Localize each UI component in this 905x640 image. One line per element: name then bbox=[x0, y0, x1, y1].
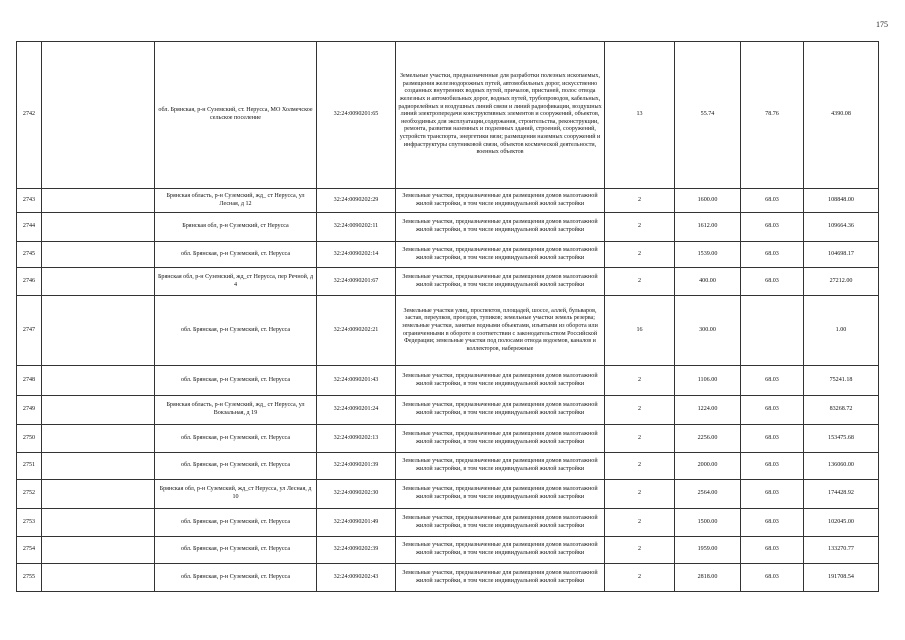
empty-cell bbox=[42, 42, 155, 189]
empty-cell bbox=[42, 189, 155, 213]
row-rate bbox=[741, 296, 804, 366]
row-cadastral-number: 32:24:0090202:13 bbox=[317, 425, 396, 453]
row-cadastral-value: 136060.00 bbox=[804, 453, 879, 480]
row-rate: 68.03 bbox=[741, 509, 804, 537]
row-cadastral-value: 108848.00 bbox=[804, 189, 879, 213]
row-area: 2564.00 bbox=[675, 480, 741, 509]
row-cadastral-number: 32:24:0090201:67 bbox=[317, 268, 396, 296]
row-number: 2752 bbox=[17, 480, 42, 509]
row-number: 2753 bbox=[17, 509, 42, 537]
table-row bbox=[17, 366, 879, 396]
row-rate: 68.03 bbox=[741, 268, 804, 296]
table-row bbox=[17, 268, 879, 296]
table-row bbox=[17, 453, 879, 480]
row-area: 1500.00 bbox=[675, 509, 741, 537]
row-rate: 68.03 bbox=[741, 366, 804, 396]
empty-cell bbox=[42, 425, 155, 453]
row-group: 13 bbox=[605, 42, 675, 189]
row-area: 2256.00 bbox=[675, 425, 741, 453]
table-row bbox=[17, 425, 879, 453]
row-area: 1612.00 bbox=[675, 213, 741, 242]
row-number: 2747 bbox=[17, 296, 42, 366]
row-area: 1600.00 bbox=[675, 189, 741, 213]
row-address: обл. Брянская, р-н Суземский, ст. Нерусса bbox=[155, 366, 317, 396]
row-rate: 68.03 bbox=[741, 453, 804, 480]
row-area: 300.00 bbox=[675, 296, 741, 366]
row-address: обл. Брянская, р-н Суземский, ст. Нерусса bbox=[155, 453, 317, 480]
empty-cell bbox=[42, 453, 155, 480]
row-group: 2 bbox=[605, 509, 675, 537]
row-permitted-use: Земельные участки, предназначенные для размещения домов малоэтажной жилой застройки, в том числе индивидуальной жилой застройки bbox=[396, 509, 605, 537]
row-rate: 78.76 bbox=[741, 42, 804, 189]
row-rate: 68.03 bbox=[741, 189, 804, 213]
row-address: обл. Брянская, р-н Суземский, ст. Нерусса bbox=[155, 509, 317, 537]
row-address: обл. Брянская, р-н Суземский, ст. Нерусса, МО Холмечское сельское поселение bbox=[155, 42, 317, 189]
row-cadastral-value: 1.00 bbox=[804, 296, 879, 366]
row-address: Брянская область, р-н Суземский, жд_ ст Нерусса, ул Лесная, д 12 bbox=[155, 189, 317, 213]
row-cadastral-value: 109664.36 bbox=[804, 213, 879, 242]
row-address: обл. Брянская, р-н Суземский, ст. Нерусса bbox=[155, 564, 317, 592]
row-cadastral-number: 32:24:0090202:21 bbox=[317, 296, 396, 366]
row-rate: 68.03 bbox=[741, 425, 804, 453]
row-cadastral-number: 32:24:0090201:43 bbox=[317, 366, 396, 396]
row-rate: 68.03 bbox=[741, 480, 804, 509]
row-number: 2754 bbox=[17, 537, 42, 564]
row-area: 1959.00 bbox=[675, 537, 741, 564]
row-group: 2 bbox=[605, 189, 675, 213]
row-address: обл. Брянская, р-н Суземский, ст. Нерусса bbox=[155, 296, 317, 366]
row-permitted-use: Земельные участки, предназначенные для размещения домов малоэтажной жилой застройки, в том числе индивидуальной жилой застройки bbox=[396, 242, 605, 268]
row-cadastral-number: 32:24:0090202:14 bbox=[317, 242, 396, 268]
row-number: 2745 bbox=[17, 242, 42, 268]
row-rate: 68.03 bbox=[741, 242, 804, 268]
row-area: 2000.00 bbox=[675, 453, 741, 480]
row-permitted-use: Земельные участки, предназначенные для размещения домов малоэтажной жилой застройки, в том числе индивидуальной жилой застройки bbox=[396, 564, 605, 592]
page-number: 175 bbox=[876, 20, 888, 29]
empty-cell bbox=[42, 366, 155, 396]
row-address: Брянская обл, р-н Суземский, жд_ст Нерусса, ул Лесная, д 10 bbox=[155, 480, 317, 509]
empty-cell bbox=[42, 480, 155, 509]
row-cadastral-number: 32:24:0090202:30 bbox=[317, 480, 396, 509]
row-rate: 68.03 bbox=[741, 213, 804, 242]
row-cadastral-number: 32:24:0090201:65 bbox=[317, 42, 396, 189]
row-permitted-use: Земельные участки, предназначенные для размещения домов малоэтажной жилой застройки, в том числе индивидуальной жилой застройки bbox=[396, 268, 605, 296]
row-cadastral-value: 4390.08 bbox=[804, 42, 879, 189]
row-cadastral-value: 174428.92 bbox=[804, 480, 879, 509]
row-number: 2750 bbox=[17, 425, 42, 453]
row-cadastral-value: 153475.68 bbox=[804, 425, 879, 453]
row-number: 2749 bbox=[17, 396, 42, 425]
row-group: 2 bbox=[605, 213, 675, 242]
empty-cell bbox=[42, 268, 155, 296]
row-cadastral-value: 75241.18 bbox=[804, 366, 879, 396]
row-number: 2751 bbox=[17, 453, 42, 480]
row-area: 2818.00 bbox=[675, 564, 741, 592]
empty-cell bbox=[42, 396, 155, 425]
row-cadastral-value: 133270.77 bbox=[804, 537, 879, 564]
row-cadastral-number: 32:24:0090201:39 bbox=[317, 453, 396, 480]
row-number: 2746 bbox=[17, 268, 42, 296]
row-address: Брянская обл, р-н Суземский, жд_ст Нерусса, пер Речной, д 4 bbox=[155, 268, 317, 296]
row-cadastral-value: 83268.72 bbox=[804, 396, 879, 425]
row-area: 1224.00 bbox=[675, 396, 741, 425]
row-cadastral-value: 104698.17 bbox=[804, 242, 879, 268]
cadastral-value-table bbox=[16, 41, 879, 592]
empty-cell bbox=[42, 509, 155, 537]
empty-cell bbox=[42, 213, 155, 242]
row-cadastral-number: 32:24:0090201:24 bbox=[317, 396, 396, 425]
row-rate: 68.03 bbox=[741, 537, 804, 564]
row-rate: 68.03 bbox=[741, 396, 804, 425]
row-cadastral-number: 32:24:0090202:39 bbox=[317, 537, 396, 564]
table-row bbox=[17, 537, 879, 564]
row-group: 2 bbox=[605, 366, 675, 396]
table-row bbox=[17, 480, 879, 509]
row-area: 1106.00 bbox=[675, 366, 741, 396]
row-address: Брянская область, р-н Суземский, жд_ ст Нерусса, ул Вокзальная, д 19 bbox=[155, 396, 317, 425]
row-number: 2743 bbox=[17, 189, 42, 213]
table-row bbox=[17, 509, 879, 537]
row-number: 2755 bbox=[17, 564, 42, 592]
row-group: 2 bbox=[605, 453, 675, 480]
row-group: 16 bbox=[605, 296, 675, 366]
row-area: 400.00 bbox=[675, 268, 741, 296]
row-permitted-use: Земельные участки, предназначенные для размещения домов малоэтажной жилой застройки, в том числе индивидуальной жилой застройки bbox=[396, 480, 605, 509]
table-row bbox=[17, 213, 879, 242]
empty-cell bbox=[42, 296, 155, 366]
row-group: 2 bbox=[605, 537, 675, 564]
row-cadastral-value: 102045.00 bbox=[804, 509, 879, 537]
row-permitted-use: Земельные участки, предназначенные для размещения домов малоэтажной жилой застройки, в том числе индивидуальной жилой застройки bbox=[396, 453, 605, 480]
row-permitted-use: Земельные участки, предназначенные для размещения домов малоэтажной жилой застройки, в том числе индивидуальной жилой застройки bbox=[396, 537, 605, 564]
row-group: 2 bbox=[605, 564, 675, 592]
row-address: обл. Брянская, р-н Суземский, ст. Нерусса bbox=[155, 425, 317, 453]
row-permitted-use: Земельные участки, предназначенные для размещения домов малоэтажной жилой застройки, в том числе индивидуальной жилой застройки bbox=[396, 396, 605, 425]
row-number: 2744 bbox=[17, 213, 42, 242]
row-group: 2 bbox=[605, 396, 675, 425]
row-group: 2 bbox=[605, 425, 675, 453]
row-cadastral-number: 32:24:0090202:11 bbox=[317, 213, 396, 242]
row-cadastral-value: 27212.00 bbox=[804, 268, 879, 296]
row-address: обл. Брянская, р-н Суземский, ст. Нерусса bbox=[155, 537, 317, 564]
row-group: 2 bbox=[605, 268, 675, 296]
row-cadastral-value: 191708.54 bbox=[804, 564, 879, 592]
row-permitted-use: Земельные участки улиц, проспектов, площадей, шоссе, аллей, бульваров, застав, переулков, проездов, тупиков; земельные участки земель резерва; земельные участки, занятые водными объектами, изъятыми из оборота или ограниченными в обороте в соответствии с законодательством Российской Федерации; земельные участки под полосами отвода водоемов, каналов и коллекторов, набережные bbox=[396, 296, 605, 366]
row-cadastral-number: 32:24:0090202:43 bbox=[317, 564, 396, 592]
row-cadastral-number: 32:24:0090201:49 bbox=[317, 509, 396, 537]
row-permitted-use: Земельные участки, предназначенные для размещения домов малоэтажной жилой застройки, в том числе индивидуальной жилой застройки bbox=[396, 213, 605, 242]
row-area: 55.74 bbox=[675, 42, 741, 189]
row-permitted-use: Земельные участки, предназначенные для размещения домов малоэтажной жилой застройки, в том числе индивидуальной жилой застройки bbox=[396, 425, 605, 453]
table-row bbox=[17, 189, 879, 213]
row-address: обл. Брянская, р-н Суземский, ст. Нерусса bbox=[155, 242, 317, 268]
row-permitted-use: Земельные участки, предназначенные для размещения домов малоэтажной жилой застройки, в том числе индивидуальной жилой застройки bbox=[396, 366, 605, 396]
table-row bbox=[17, 42, 879, 189]
table-row bbox=[17, 564, 879, 592]
row-rate: 68.03 bbox=[741, 564, 804, 592]
empty-cell bbox=[42, 537, 155, 564]
empty-cell bbox=[42, 242, 155, 268]
row-cadastral-number: 32:24:0090202:29 bbox=[317, 189, 396, 213]
table-row bbox=[17, 296, 879, 366]
table-row bbox=[17, 396, 879, 425]
row-number: 2748 bbox=[17, 366, 42, 396]
row-address: Брянская обл, р-н Суземский, ст Нерусса bbox=[155, 213, 317, 242]
row-number: 2742 bbox=[17, 42, 42, 189]
row-group: 2 bbox=[605, 480, 675, 509]
row-area: 1539.00 bbox=[675, 242, 741, 268]
empty-cell bbox=[42, 564, 155, 592]
row-permitted-use: Земельные участки, предназначенные для разработки полезных ископаемых, размещения железнодорожных путей, автомобильных дорог, искусственно созданных внутренних водных путей, причалов, пристаней, полос отвода железных и автомобильных дорог, водных путей, трубопроводов, кабельных, радиорелейных и воздушных линий связи и линий радиофикации, воздушных линий электропередачи конструктивных элементов и сооружений, объектов, необходимых для эксплуатации,содержания, строительства, реконструкции, ремонта, развития наземных и подземных зданий, строений, сооружений, устройств транспорта, энергетики вязи; размещения наземных сооружений и инфраструктуры спутниковой связи, объектов космической деятельности, военных объектов bbox=[396, 42, 605, 189]
row-group: 2 bbox=[605, 242, 675, 268]
row-permitted-use: Земельные участки, предназначенные для размещения домов малоэтажной жилой застройки, в том числе индивидуальной жилой застройки bbox=[396, 189, 605, 213]
table-row bbox=[17, 242, 879, 268]
